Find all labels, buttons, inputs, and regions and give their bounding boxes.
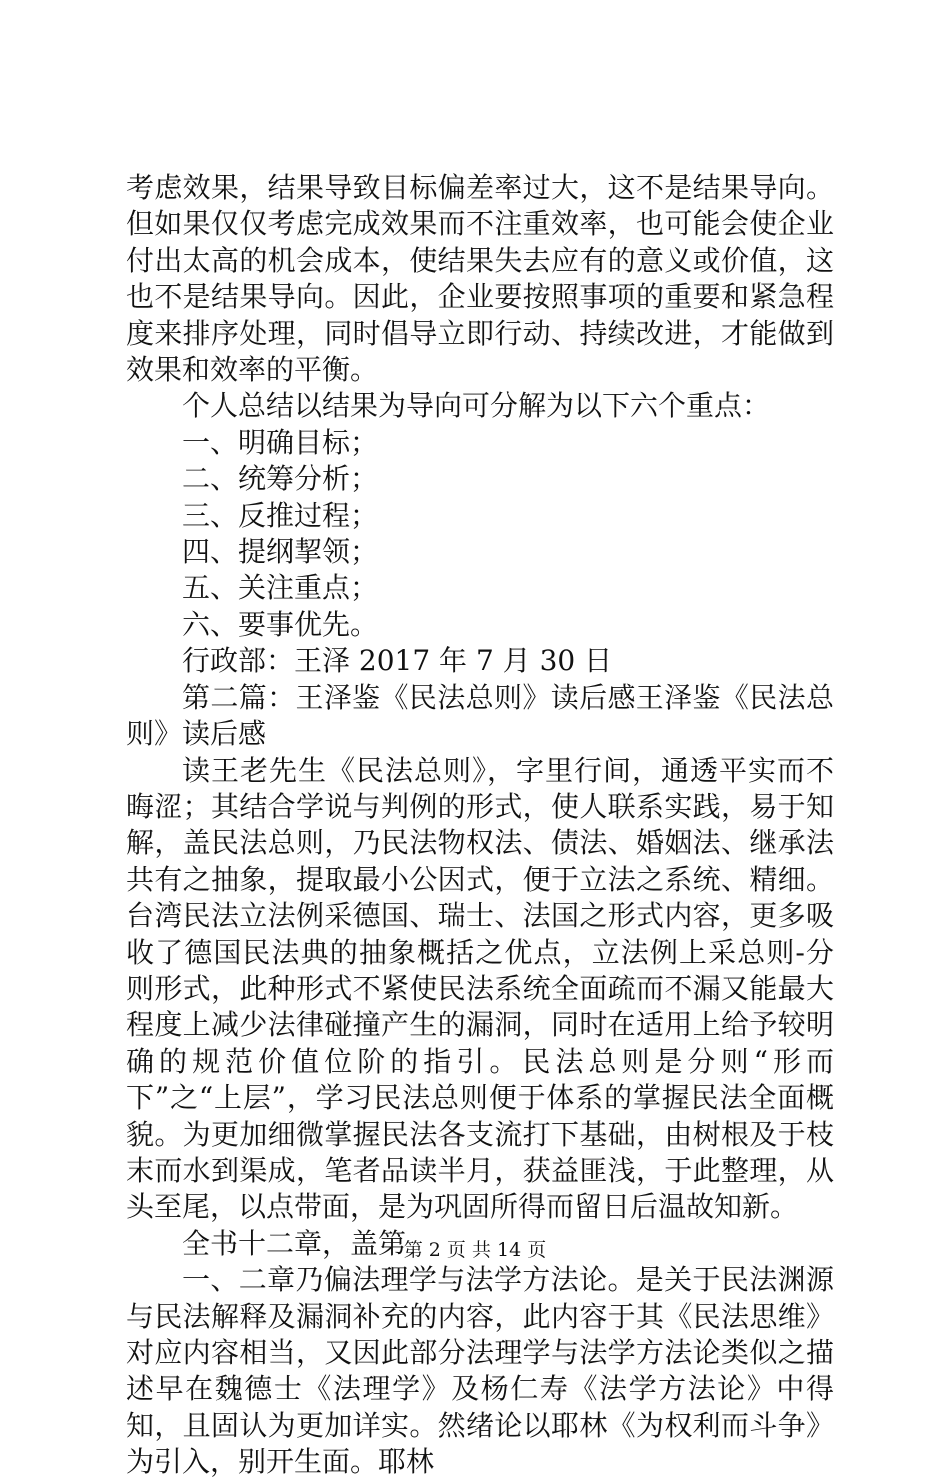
- list-item-5: 五、关注重点；: [182, 571, 379, 605]
- section-heading: 第二篇：王泽鉴《民法总则》读后感王泽鉴《民法总则》读后感: [126, 680, 834, 751]
- page-number-footer: 第 2 页 共 14 页: [403, 1239, 547, 1261]
- paragraph-chapters: 全书十二章，盖第: [182, 1226, 407, 1260]
- list-item-6: 六、要事优先。: [182, 607, 379, 641]
- list-item-3: 三、反推过程；: [182, 498, 379, 532]
- paragraph-chapter-one-two: 一、二章乃偏法理学与法学方法论。是关于民法渊源与民法解释及漏洞补充的内容，此内容于其《民法思维》对应内容相当，又因此部分法理学与法学方法论类似之描述早在魏德士《法理学》及杨仁寿《法学方法论》中得知，且固认为更加详实。然绪论以耶林《为权利而斗争》为引入，别开生面。耶林: [126, 1263, 834, 1479]
- paragraph-1: 个人总结以结果为导向可分解为以下六个重点：: [182, 389, 771, 423]
- list-item-4: 四、提纲挈领；: [182, 535, 379, 569]
- paragraph-review: 读王老先生《民法总则》，字里行间，通透平实而不晦涩；其结合学说与判例的形式，使人联系实践，易于知解，盖民法总则，乃民法物权法、债法、婚姻法、继承法共有之抽象，提取最小公因式，便于立法之系统、精细。台湾民法立法例采德国、瑞士、法国之形式内容，更多吸收了德国民法典的抽象概括之优点，立法例上采总则-分则形式，此种形式不紧使民法系统全面疏而不漏又能最大程度上减少法律碰撞产生的漏洞，同时在适用上给予较明确的规范价值位阶的指引。民法总则是分则“形而下”之“上层”，学习民法总则便于体系的掌握民法全面概貌。为更加细微掌握民法各支流打下基础，由树根及于枝末而水到渠成，笔者品读半月，获益匪浅，于此整理，从头至尾，以点带面，是为巩固所得而留日后温故知新。: [126, 753, 834, 1224]
- list-item-1: 一、明确目标；: [182, 425, 379, 459]
- list-item-2: 二、统筹分析；: [182, 462, 379, 496]
- paragraph-0: 考虑效果，结果导致目标偏差率过大，这不是结果导向。但如果仅仅考虑完成效果而不注重效率，也可能会使企业付出太高的机会成本，使结果失去应有的意义或价值，这也不是结果导向。因此，企业要按照事项的重要和紧急程度来排序处理，同时倡导立即行动、持续改进，才能做到效果和效率的平衡。: [126, 171, 834, 387]
- signature-line: 行政部：王泽 2017 年 7 月 30 日: [182, 644, 613, 678]
- document-body: [126, 170, 834, 1481]
